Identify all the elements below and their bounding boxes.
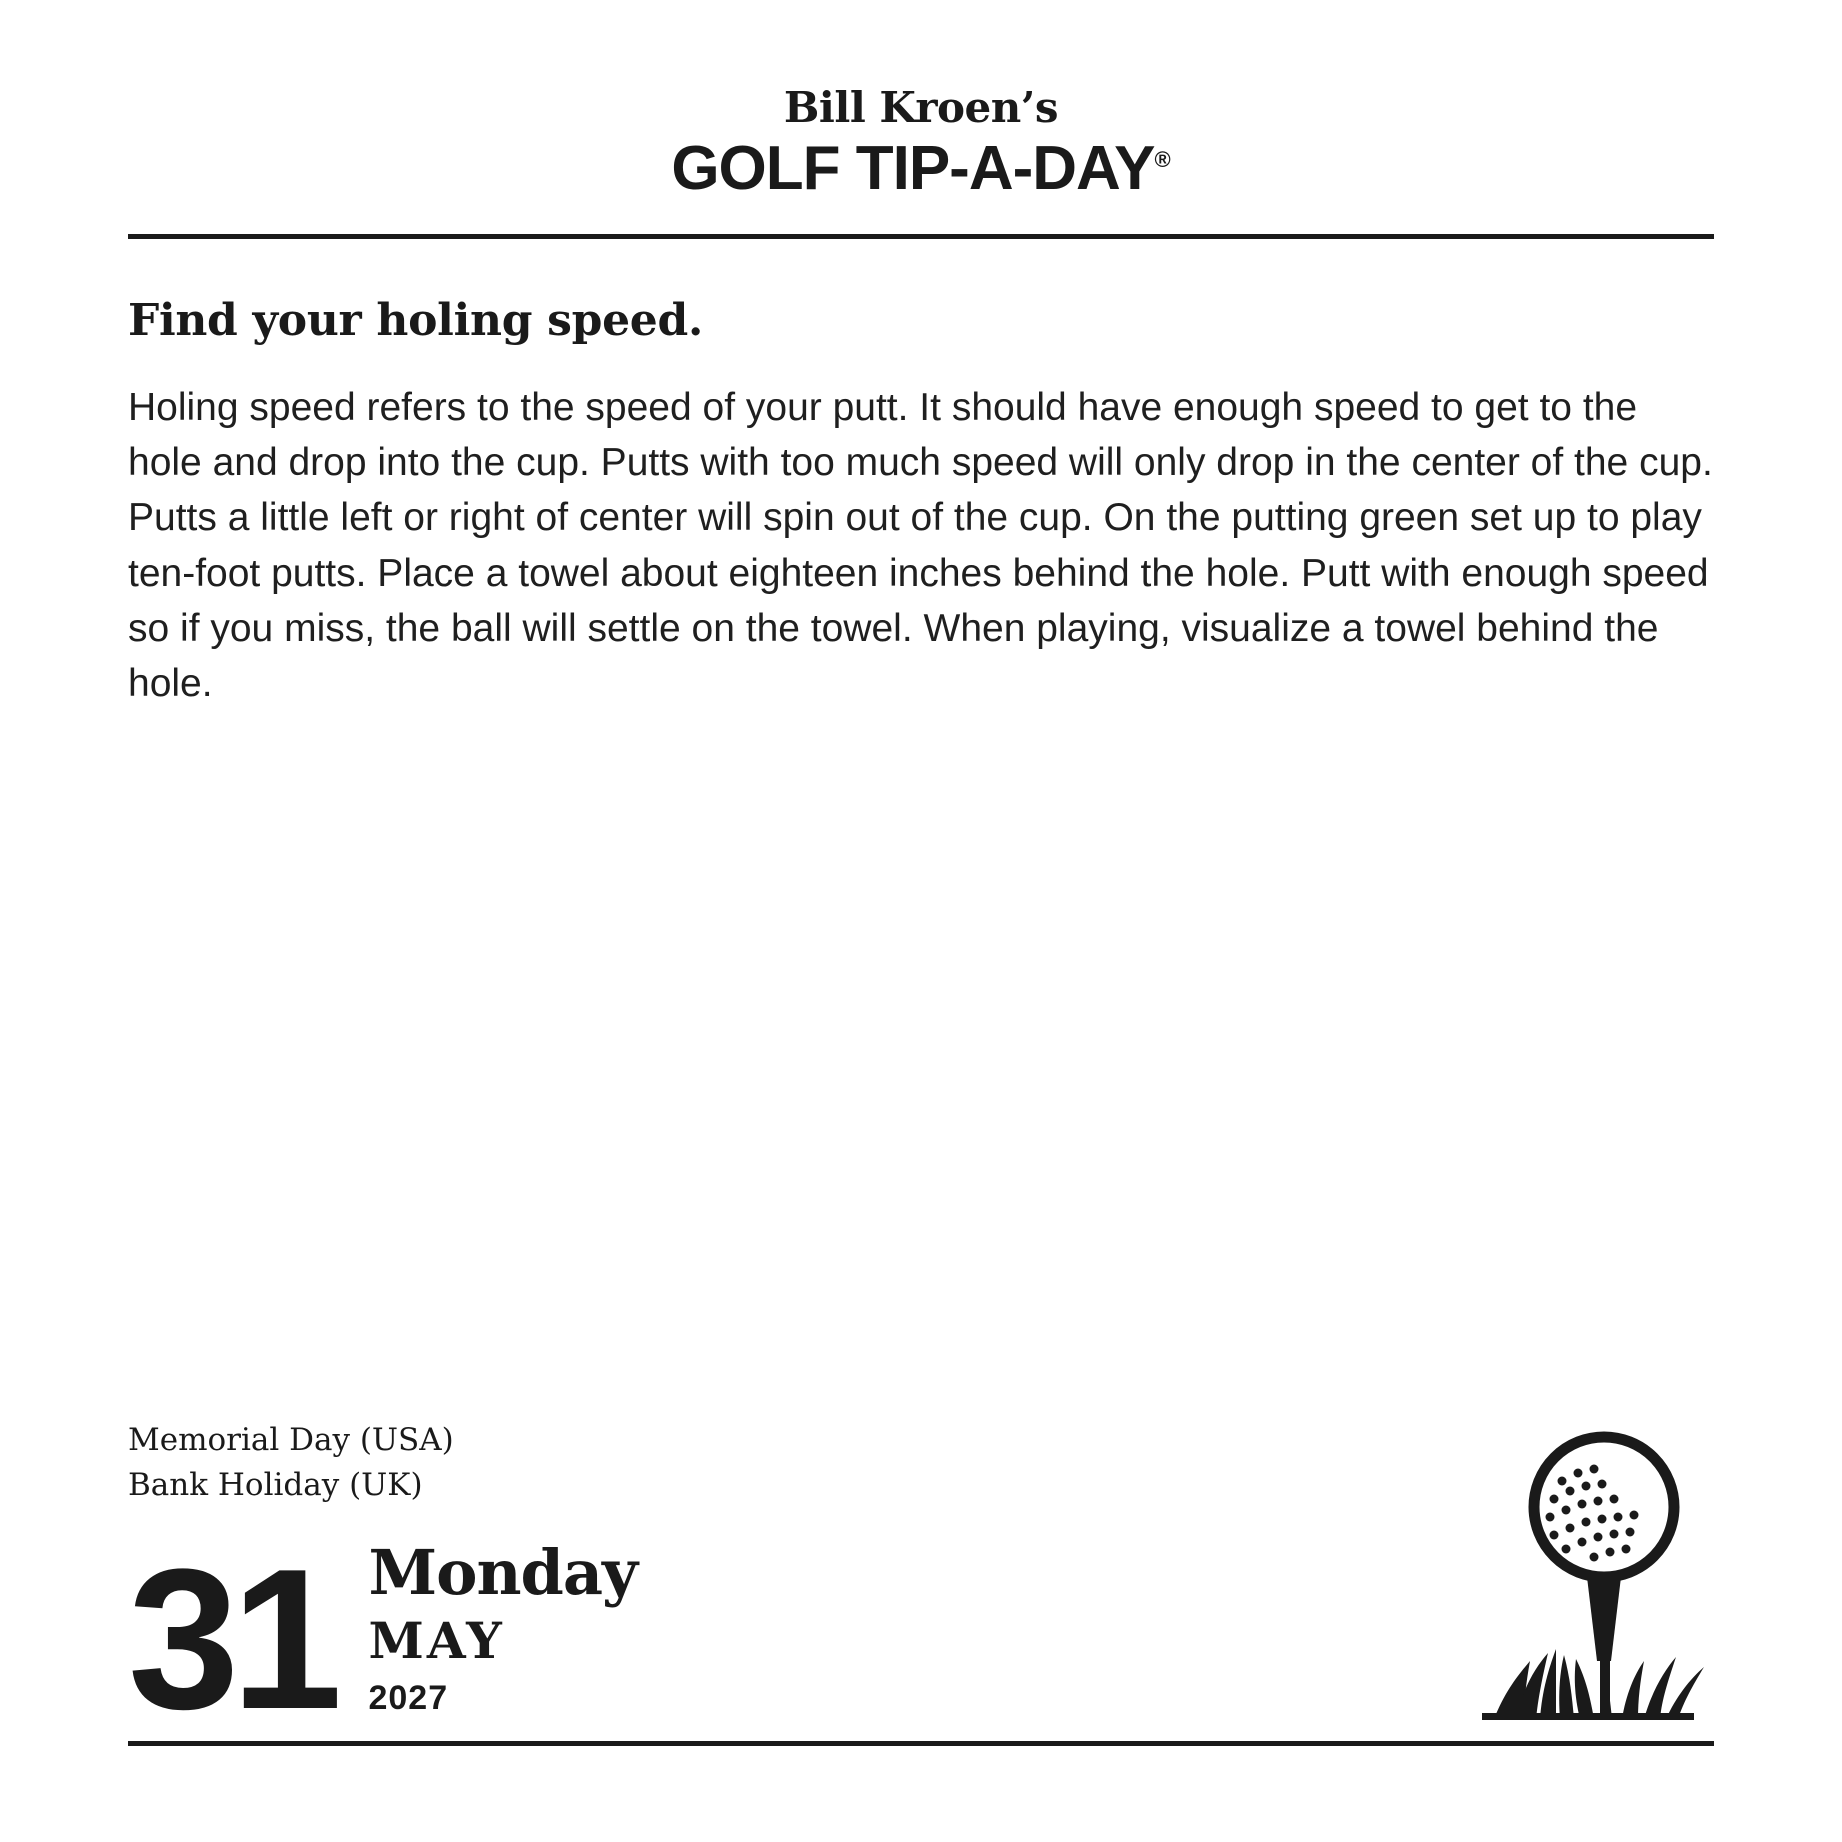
header-divider [128,234,1714,239]
date-text-stack [368,1536,638,1723]
golf-ball-on-tee-icon [1454,1429,1714,1729]
holiday-item: Memorial Day (USA) [128,1422,454,1459]
brand-title-text: GOLF TIP-A-DAY [671,134,1155,204]
brand-author: Bill Kroen’s [783,83,1059,132]
month-label: MAY [368,1611,505,1671]
date-block [128,1528,1714,1751]
page-footer [128,1418,1714,1751]
registered-mark: ® [1154,147,1171,173]
date-left-group [128,1528,638,1751]
year-label: 2027 [368,1678,449,1717]
day-number: 31 [128,1528,335,1751]
tip-title: Find your holing speed. [128,294,703,346]
holiday-item: Bank Holiday (UK) [128,1467,423,1504]
page-header [128,0,1714,239]
weekday-label: Monday [368,1536,638,1610]
tip-section [128,295,1714,712]
footer-divider [128,1741,1714,1746]
tip-body: Holing speed refers to the speed of your putt. It should have enough speed to get to the hole and drop into the cup. Putts with too much speed will only drop in the center of the cup. Putts a little left or right of center will spin out of the cup. On the putting green set up to play ten-foot putts. Place a towel about eighteen inches behind the hole. Putt with enough speed so if you miss, the ball will settle on the towel. When playing, visualize a towel behind the hole. [128,385,1713,706]
brand-title [128,134,1714,203]
